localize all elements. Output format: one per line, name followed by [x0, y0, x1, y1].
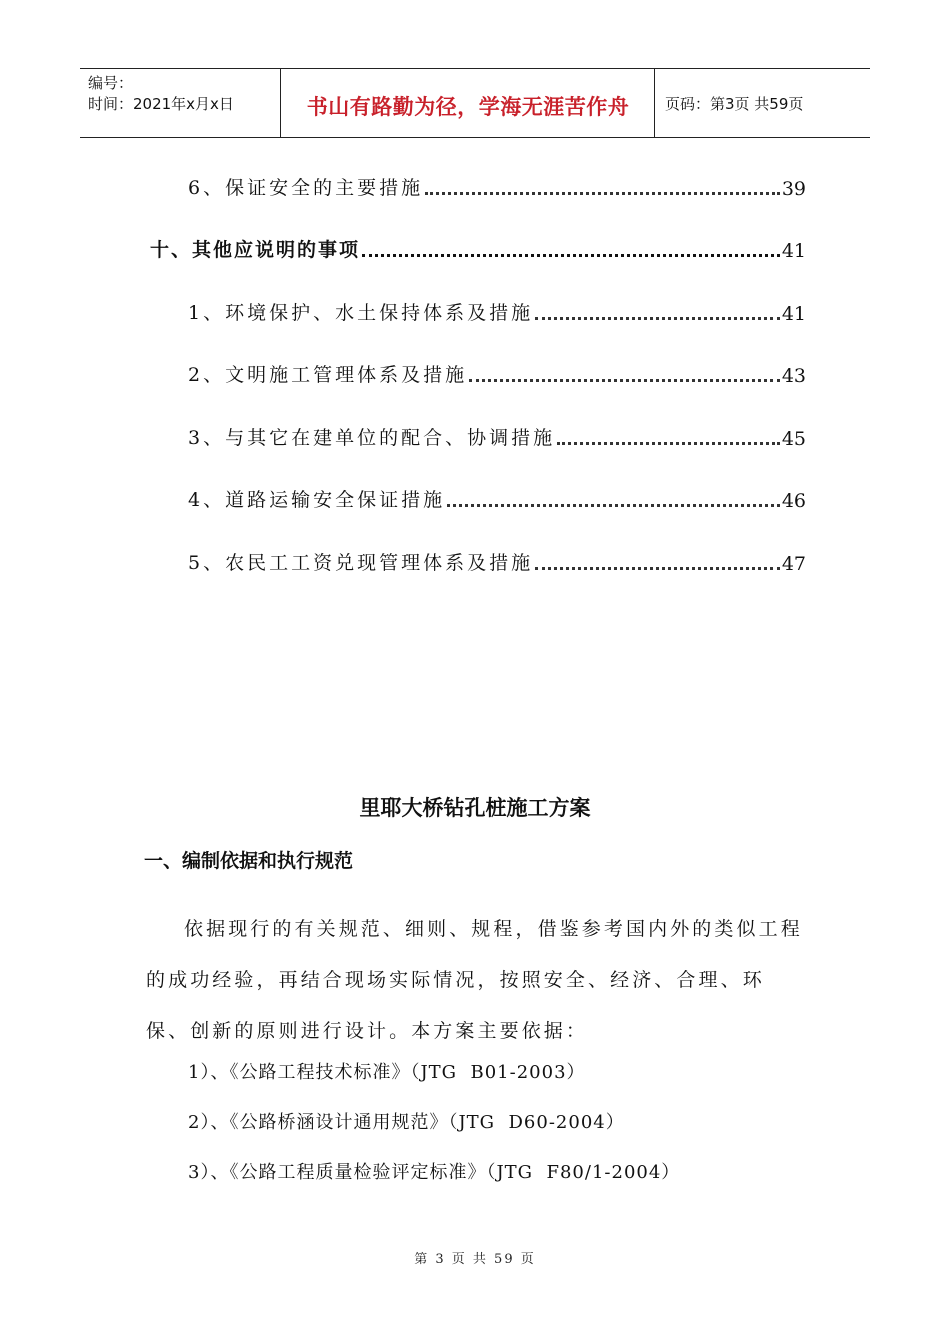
toc-leader-dots — [425, 191, 780, 195]
document-title: 里耶大桥钻孔桩施工方案 — [359, 796, 591, 820]
toc-entry-page: 39 — [781, 178, 806, 200]
toc-leader-dots — [469, 378, 780, 382]
reference-item: 3）、《公路工程质量检验评定标准》（JTG F80/1-2004） — [188, 1162, 681, 1183]
toc-entry-title: 6、保证安全的主要措施 — [188, 177, 424, 199]
reference-item: 2）、《公路桥涵设计通用规范》（JTG D60-2004） — [188, 1112, 625, 1133]
header-page-info: 页码：第3页 共59页 — [665, 95, 804, 113]
toc-entry-page: 45 — [781, 428, 806, 450]
intro-paragraph: 依据现行的有关规范、细则、规程，借鉴参考国内外的类似工程的成功经验，再结合现场实际情况，按照安全、经济、合理、环保、创新的原则进行设计。本方案主要依据： — [146, 918, 803, 1042]
page-header — [80, 68, 870, 138]
reference-item: 1）、《公路工程技术标准》（JTG B01-2003） — [188, 1062, 586, 1083]
header-meta — [88, 73, 278, 115]
header-divider — [280, 69, 281, 137]
toc-entry[interactable] — [188, 357, 806, 387]
toc-leader-dots — [535, 566, 780, 570]
toc-entry-page: 41 — [781, 303, 806, 325]
document-number-label: 编号： — [88, 74, 134, 92]
toc-entry-page: 46 — [781, 490, 806, 512]
toc-entry[interactable] — [188, 170, 806, 200]
toc-leader-dots — [362, 253, 780, 257]
toc-entry[interactable] — [188, 482, 806, 512]
toc-entry[interactable] — [188, 295, 806, 325]
toc-entry-title: 2、文明施工管理体系及措施 — [188, 364, 468, 386]
toc-entry[interactable] — [188, 545, 806, 575]
toc-entry-title: 5、农民工工资兑现管理体系及措施 — [188, 552, 534, 574]
header-divider — [654, 69, 655, 137]
section-heading: 一、编制依据和执行规范 — [144, 850, 354, 872]
toc-section-page: 41 — [781, 240, 806, 262]
toc-entry-title: 1、环境保护、水土保持体系及措施 — [188, 302, 534, 324]
toc-leader-dots — [447, 503, 780, 507]
toc-entry-title: 4、道路运输安全保证措施 — [188, 489, 446, 511]
toc-section-title: 十、其他应说明的事项 — [150, 239, 361, 261]
toc-entry[interactable] — [188, 420, 806, 450]
toc-section-entry[interactable] — [150, 232, 806, 262]
toc-leader-dots — [535, 316, 780, 320]
document-time-label: 时间：2021年x月x日 — [88, 95, 234, 113]
page-footer: 第 3 页 共 59 页 — [414, 1252, 536, 1267]
header-motto: 书山有路勤为径，学海无涯苦作舟 — [306, 95, 630, 119]
toc-entry-page: 43 — [781, 365, 806, 387]
toc-entry-page: 47 — [781, 553, 806, 575]
toc-leader-dots — [557, 441, 780, 445]
toc-entry-title: 3、与其它在建单位的配合、协调措施 — [188, 427, 556, 449]
